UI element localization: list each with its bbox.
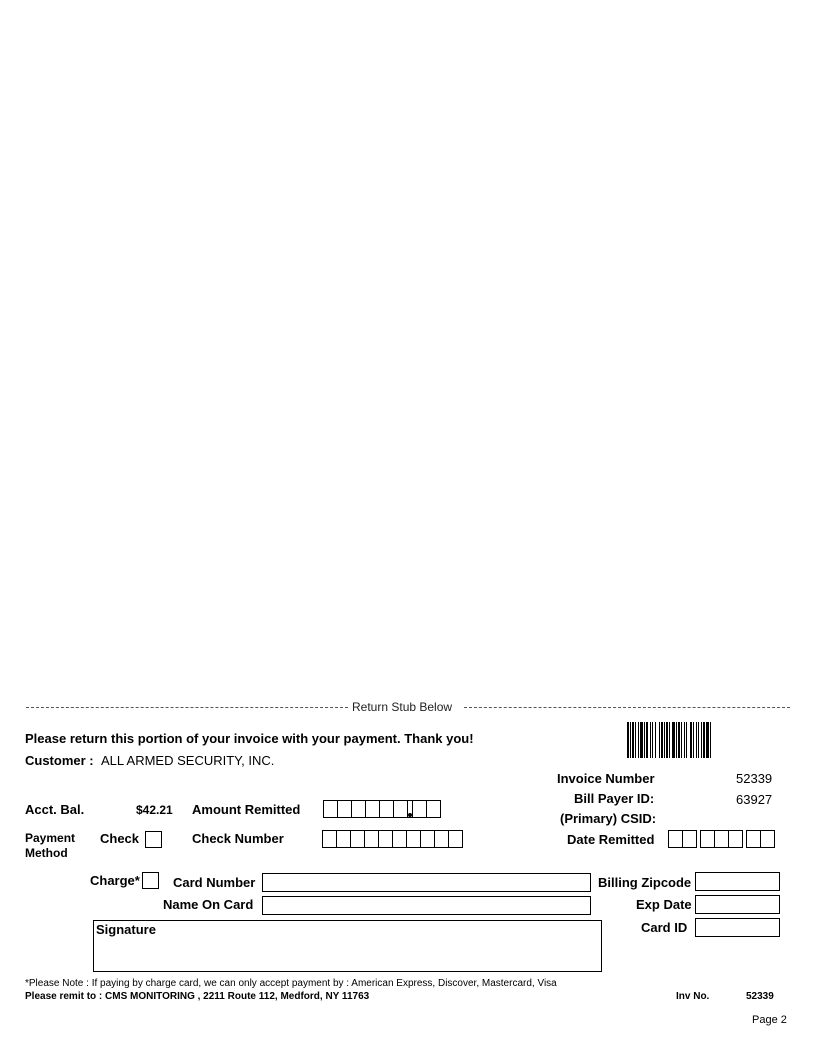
date-remitted-boxes[interactable] bbox=[668, 830, 774, 848]
payment-method-label-1: Payment bbox=[25, 831, 76, 845]
acct-bal-label: Acct. Bal. bbox=[25, 802, 85, 817]
check-label: Check bbox=[100, 831, 140, 846]
billing-zip-label: Billing Zipcode bbox=[598, 875, 692, 890]
name-on-card-field[interactable] bbox=[262, 896, 591, 915]
inv-no-label: Inv No. bbox=[676, 991, 710, 1002]
check-checkbox[interactable] bbox=[145, 831, 162, 848]
charge-label: Charge* bbox=[90, 873, 140, 888]
charge-card-note: *Please Note : If paying by charge card, we can only accept payment by : American Express, Discover, Mastercard, Visa bbox=[25, 978, 557, 989]
card-number-field[interactable] bbox=[262, 873, 591, 892]
acct-bal-value: $42.21 bbox=[136, 803, 173, 817]
remit-address: Please remit to : CMS MONITORING , 2211 Route 112, Medford, NY 11763 bbox=[25, 991, 370, 1002]
customer-name: ALL ARMED SECURITY, INC. bbox=[101, 753, 275, 768]
divider-right bbox=[464, 707, 790, 708]
name-on-card-label: Name On Card bbox=[163, 897, 254, 912]
payment-method-label-2: Method bbox=[25, 846, 68, 860]
return-message: Please return this portion of your invoice with your payment. Thank you! bbox=[25, 731, 474, 746]
barcode-icon bbox=[627, 722, 757, 758]
signature-field[interactable] bbox=[93, 920, 602, 972]
exp-date-label: Exp Date bbox=[636, 897, 692, 912]
date-remitted-label: Date Remitted bbox=[567, 832, 655, 847]
invoice-number-value: 52339 bbox=[736, 771, 773, 786]
billing-zip-field[interactable] bbox=[695, 872, 780, 891]
customer-label: Customer : bbox=[25, 753, 94, 768]
check-number-label: Check Number bbox=[192, 831, 284, 846]
inv-no-value: 52339 bbox=[746, 991, 774, 1002]
csid-label: (Primary) CSID: bbox=[560, 811, 657, 826]
card-number-label: Card Number bbox=[173, 875, 256, 890]
card-id-label: Card ID bbox=[641, 920, 688, 935]
bill-payer-label: Bill Payer ID: bbox=[574, 791, 655, 806]
divider-left bbox=[26, 707, 348, 708]
return-stub-label: Return Stub Below bbox=[352, 700, 453, 714]
page-number: Page 2 bbox=[752, 1014, 787, 1026]
amount-remitted-boxes[interactable] bbox=[323, 800, 440, 818]
signature-label: Signature bbox=[96, 922, 156, 937]
invoice-number-label: Invoice Number bbox=[557, 771, 655, 786]
exp-date-field[interactable] bbox=[695, 895, 780, 914]
check-number-boxes[interactable] bbox=[322, 830, 462, 848]
bill-payer-value: 63927 bbox=[736, 792, 773, 807]
charge-checkbox[interactable] bbox=[142, 872, 159, 889]
card-id-field[interactable] bbox=[695, 918, 780, 937]
amount-remitted-label: Amount Remitted bbox=[192, 802, 301, 817]
